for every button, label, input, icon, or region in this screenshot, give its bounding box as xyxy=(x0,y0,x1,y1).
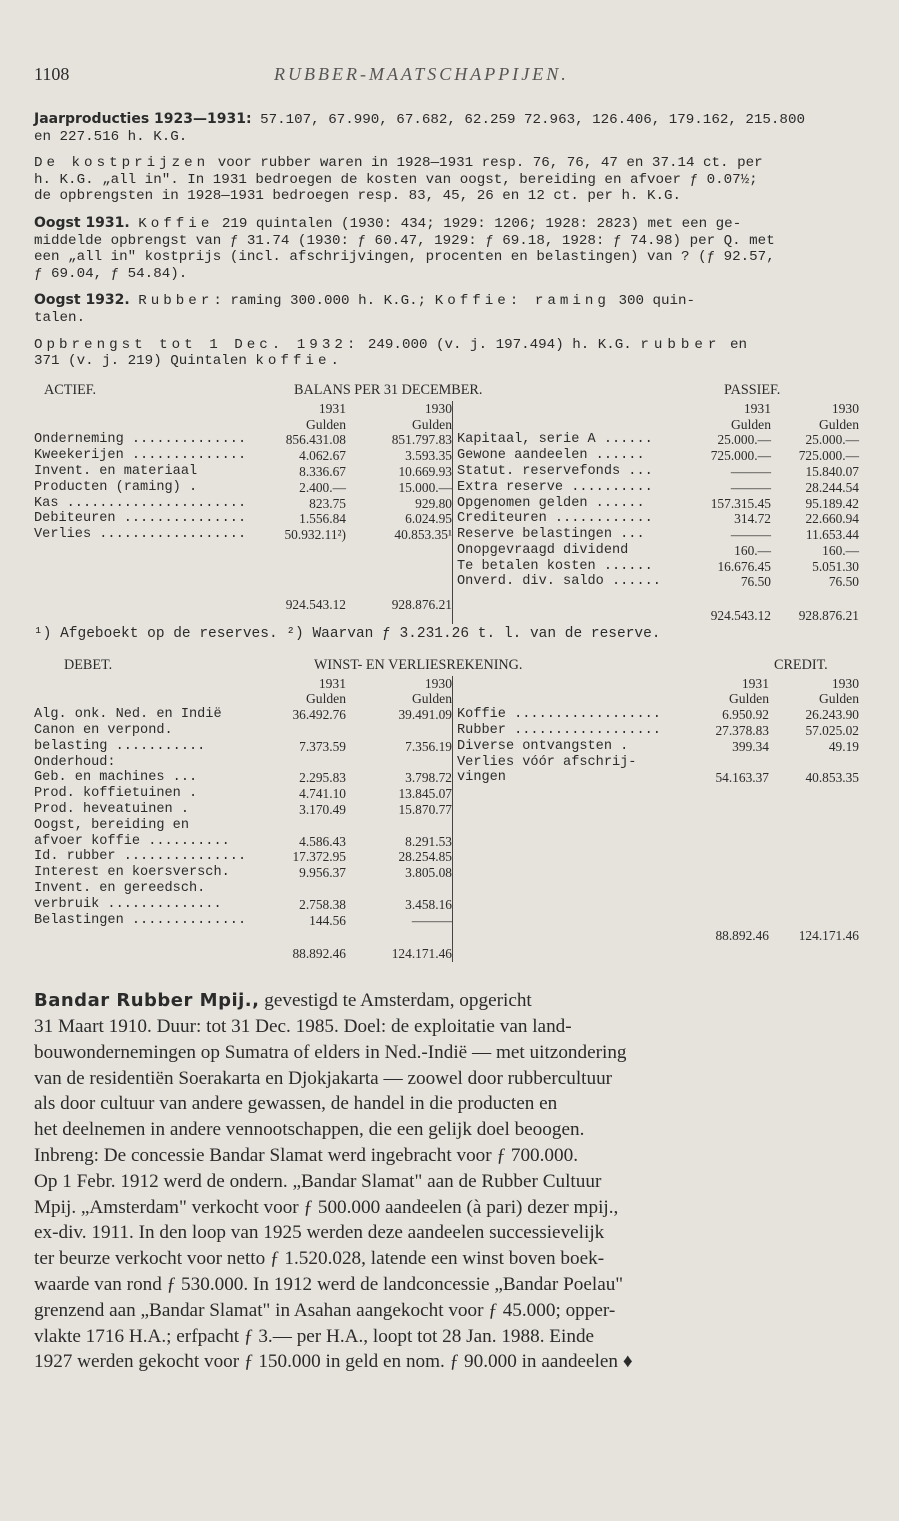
value-1930: 8.291.53 xyxy=(405,833,452,849)
oogst-1931-label: Oogst 1931. xyxy=(34,214,130,231)
row-label: Onderneming .............. xyxy=(34,432,247,448)
actief-row xyxy=(34,464,452,480)
value-1931: 54.163.37 xyxy=(715,770,769,786)
unit-header: Gulden xyxy=(411,691,452,707)
value-1930: 13.845.07 xyxy=(398,786,452,802)
value-1931: 2.758.38 xyxy=(299,896,346,912)
bandar-line: bouwondernemingen op Sumatra of elders in Ned.-Indië — met uitzondering xyxy=(34,1041,627,1063)
value-1931: 27.378.83 xyxy=(715,723,769,739)
bandar-paragraph xyxy=(34,988,865,1375)
value-1930: 39.491.09 xyxy=(398,707,452,723)
row-label: Kapitaal, serie A ...... xyxy=(457,432,653,448)
value-1931: ——— xyxy=(730,463,771,479)
value-1930: 26.243.90 xyxy=(805,707,859,723)
year-header: 1930 xyxy=(424,400,452,416)
row-label: Statut. reservefonds ... xyxy=(457,463,653,479)
value-1930 xyxy=(346,755,452,771)
value-1930: 6.024.95 xyxy=(405,511,452,527)
value-1931: 4.741.10 xyxy=(299,786,346,802)
actief-row xyxy=(34,527,452,543)
oogst-1932-rubber-text: : raming 300.000 h. K.G.; xyxy=(213,293,427,310)
page-header xyxy=(34,64,865,85)
page-number: 1108 xyxy=(34,64,70,84)
unit-header: Gulden xyxy=(305,416,346,432)
credit-row xyxy=(457,770,865,786)
actief-title: ACTIEF. xyxy=(44,381,97,398)
row-label: belasting ........... xyxy=(34,738,206,754)
bandar-line: van de residentiën Soerakarta en Djokjakarta — zoowel door rubbercultuur xyxy=(34,1067,613,1089)
row-label: Invent. en materiaal xyxy=(34,463,198,479)
value-1931: ——— xyxy=(730,479,771,495)
passief-row xyxy=(457,543,865,559)
jaarproducties-paragraph xyxy=(34,111,865,145)
value-1930: 25.000.— xyxy=(805,432,859,448)
year-header: 1931 xyxy=(741,675,769,691)
value-1931: 160.— xyxy=(734,542,771,558)
oogst-1931-line: ƒ 69.04, ƒ 54.84). xyxy=(34,265,188,282)
debet-row xyxy=(34,802,452,818)
value-1930: 3.458.16 xyxy=(405,896,452,912)
value-1930: 40.853.35 xyxy=(805,770,859,786)
unit-header: Gulden xyxy=(730,416,771,432)
value-1930: ——— xyxy=(411,912,452,928)
year-header: 1931 xyxy=(743,400,771,416)
jaarproducties-label: Jaarproducties 1923—1931: xyxy=(34,111,252,127)
value-1930: 95.189.42 xyxy=(805,495,859,511)
credit-column xyxy=(452,676,865,963)
credit-row xyxy=(457,723,865,739)
value-1931: 725.000.— xyxy=(710,448,771,464)
row-label: Invent. en gereedsch. xyxy=(34,881,206,897)
actief-row xyxy=(34,511,452,527)
jaarproducties-text: 57.107, 67.990, 67.682, 62.259 72.963, 126.406, 179.162, 215.800 xyxy=(260,112,805,128)
row-label: Gewone aandeelen ...... xyxy=(457,448,645,464)
value-1930: 40.853.35¹ xyxy=(394,527,452,543)
value-1930: 5.051.30 xyxy=(812,558,859,574)
passief-row xyxy=(457,574,865,590)
value-1931: 2.295.83 xyxy=(299,770,346,786)
passief-column xyxy=(452,401,865,624)
passief-row xyxy=(457,496,865,512)
debet-row xyxy=(34,865,452,881)
value-1931 xyxy=(669,755,769,771)
opbrengst-paragraph xyxy=(34,337,865,370)
debet-row xyxy=(34,913,452,929)
year-header: 1930 xyxy=(831,400,859,416)
value-1931 xyxy=(260,723,346,739)
value-1931: 16.676.45 xyxy=(717,558,771,574)
bandar-line: waarde van rond ƒ 530.000. In 1912 werd de landconcessie „Bandar Poelau" xyxy=(34,1273,624,1295)
oogst-1932-koffie: Koffie: raming xyxy=(434,293,610,310)
value-1930: 15.870.77 xyxy=(398,802,452,818)
value-1930: 10.669.93 xyxy=(398,463,452,479)
passief-row xyxy=(457,511,865,527)
row-label: Producten (raming) . xyxy=(34,479,198,495)
actief-row xyxy=(34,432,452,448)
row-label: Geb. en machines ... xyxy=(34,770,198,786)
actief-row xyxy=(34,480,452,496)
unit-header: Gulden xyxy=(728,691,769,707)
year-header: 1931 xyxy=(318,400,346,416)
bandar-line: gevestigd te Amsterdam, opgericht xyxy=(264,990,532,1012)
opbrengst-koffie: koffie. xyxy=(255,353,343,370)
row-label: Belastingen .............. xyxy=(34,912,247,928)
debet-total-row xyxy=(34,946,452,962)
debet-row xyxy=(34,739,452,755)
credit-title: CREDIT. xyxy=(774,656,828,673)
oogst-1931-koffie: Koffie xyxy=(138,215,214,232)
row-label: Id. rubber ............... xyxy=(34,849,247,865)
value-1931: 157.315.45 xyxy=(710,495,771,511)
value-1931: 4.062.67 xyxy=(299,448,346,464)
row-label: Te betalen kosten ...... xyxy=(457,558,653,574)
debet-row xyxy=(34,818,452,834)
value-1931: 823.75 xyxy=(309,495,346,511)
bandar-line: grenzend aan „Bandar Slamat" in Asahan aangekocht voor ƒ 45.000; opper- xyxy=(34,1299,616,1321)
row-label: Verlies vóór afschrij- xyxy=(457,754,637,770)
debet-row xyxy=(34,707,452,723)
passief-row xyxy=(457,464,865,480)
passief-row xyxy=(457,480,865,496)
balans-title-row xyxy=(34,382,865,399)
value-1930: 76.50 xyxy=(828,574,859,590)
balans-footnote: ¹) Afgeboekt op de reserves. ²) Waarvan ƒ 3.231.26 t. l. van de reserve. xyxy=(34,626,661,643)
row-label: Rubber .................. xyxy=(457,723,661,739)
value-1930: 28.254.85 xyxy=(398,849,452,865)
actief-row xyxy=(34,496,452,512)
value-1930: 57.025.02 xyxy=(805,723,859,739)
credit-total-row xyxy=(457,928,865,944)
value-1931: 17.372.95 xyxy=(292,849,346,865)
opbrengst-line2: 371 (v. j. 219) Quintalen xyxy=(34,353,247,370)
passief-total-row xyxy=(457,608,865,624)
value-1930: 49.19 xyxy=(828,738,859,754)
value-1931: 25.000.— xyxy=(717,432,771,448)
value-1930: 7.356.19 xyxy=(405,738,452,754)
row-label: Interest en koersversch. xyxy=(34,865,230,881)
row-label: Onderhoud: xyxy=(34,754,116,770)
row-label: Verlies .................. xyxy=(34,527,247,543)
unit-header: Gulden xyxy=(818,416,859,432)
total-value: 88.892.46 xyxy=(715,928,769,944)
value-1930: 3.798.72 xyxy=(405,770,452,786)
unit-header: Gulden xyxy=(411,416,452,432)
bandar-line: ex-div. 1911. In den loop van 1925 werden deze aandeelen successievelijk xyxy=(34,1222,605,1244)
bandar-line: 31 Maart 1910. Duur: tot 31 Dec. 1985. Doel: de exploitatie van land- xyxy=(34,1016,572,1038)
value-1931: 36.492.76 xyxy=(292,707,346,723)
balans-table xyxy=(34,401,865,624)
value-1930: 11.653.44 xyxy=(805,527,859,543)
actief-column xyxy=(34,401,452,624)
year-header: 1930 xyxy=(831,675,859,691)
kostprijzen-paragraph xyxy=(34,155,865,205)
oogst-1932-paragraph xyxy=(34,292,865,326)
row-label: Opgenomen gelden ...... xyxy=(457,495,645,511)
credit-row xyxy=(457,707,865,723)
row-label: Prod. heveatuinen . xyxy=(34,802,189,818)
debet-row xyxy=(34,723,452,739)
wv-title: WINST- EN VERLIESREKENING. xyxy=(314,656,523,673)
oogst-1932-line2: talen. xyxy=(34,309,86,326)
credit-row xyxy=(457,739,865,755)
value-1931: 7.373.59 xyxy=(299,738,346,754)
oogst-1932-rubber: Rubber xyxy=(138,293,214,310)
value-1930: 15.000.— xyxy=(398,479,452,495)
value-1931 xyxy=(260,755,346,771)
value-1931: 8.336.67 xyxy=(299,463,346,479)
opbrengst-text-end: en xyxy=(729,336,747,353)
opbrengst-label: Opbrengst tot 1 Dec. 1932: xyxy=(34,336,360,353)
oogst-1931-line: 219 quintalen (1930: 434; 1929: 1206; 1928: 2823) met een ge- xyxy=(221,215,742,232)
year-header: 1930 xyxy=(424,675,452,691)
balans-title: BALANS PER 31 DECEMBER. xyxy=(294,381,483,398)
bandar-line: Mpij. „Amsterdam" verkocht voor ƒ 500.000 aandeelen (à pari) dezer mpij., xyxy=(34,1196,619,1218)
value-1931: 314.72 xyxy=(734,511,771,527)
unit-header: Gulden xyxy=(305,691,346,707)
credit-row xyxy=(457,755,865,771)
debet-row xyxy=(34,834,452,850)
total-value: 928.876.21 xyxy=(391,596,452,612)
row-label: Oogst, bereiding en xyxy=(34,817,189,833)
value-1931: 4.586.43 xyxy=(299,833,346,849)
kostprijzen-line: h. K.G. „all in". In 1931 bedroegen de kosten van oogst, bereiding en afvoer ƒ 0.07½; xyxy=(34,171,758,188)
row-label: verbruik .............. xyxy=(34,896,222,912)
value-1931: 76.50 xyxy=(740,574,771,590)
passief-row xyxy=(457,432,865,448)
value-1930: 22.660.94 xyxy=(805,511,859,527)
kostprijzen-label: De kostprijzen xyxy=(34,155,210,172)
value-1930: 3.593.35 xyxy=(405,448,452,464)
row-label: vingen xyxy=(457,770,506,786)
passief-row xyxy=(457,527,865,543)
value-1931: 856.431.08 xyxy=(285,432,346,448)
passief-row xyxy=(457,559,865,575)
bandar-line: als door cultuur van andere gewassen, de handel in die producten en xyxy=(34,1093,558,1115)
running-title: RUBBER-MAATSCHAPPIJEN. xyxy=(274,64,569,84)
total-value: 124.171.46 xyxy=(798,928,859,944)
debet-row xyxy=(34,881,452,897)
total-value: 124.171.46 xyxy=(391,946,452,962)
kostprijzen-line: voor rubber waren in 1928—1931 resp. 76, 76, 47 en 37.14 ct. per xyxy=(217,155,763,172)
value-1930: 3.805.08 xyxy=(405,865,452,881)
oogst-1931-line: middelde opbrengst van ƒ 31.74 (1930: ƒ 60.47, 1929: ƒ 69.18, 1928: ƒ 74.98) per Q. met xyxy=(34,232,775,249)
bandar-line: ter beurze verkocht voor netto ƒ 1.520.028, latende een winst boven boek- xyxy=(34,1248,605,1270)
row-label: Kweekerijen .............. xyxy=(34,448,247,464)
value-1931: 3.170.49 xyxy=(299,802,346,818)
row-label: Canon en verpond. xyxy=(34,723,173,739)
wv-table xyxy=(34,676,865,963)
passief-title: PASSIEF. xyxy=(724,381,781,398)
value-1931: 399.34 xyxy=(732,738,769,754)
value-1930: 28.244.54 xyxy=(805,479,859,495)
value-1930 xyxy=(346,881,452,897)
value-1930: 929.80 xyxy=(415,495,452,511)
value-1930: 15.840.07 xyxy=(805,463,859,479)
row-label: Reserve belastingen ... xyxy=(457,527,645,543)
total-value: 924.543.12 xyxy=(710,608,771,624)
value-1931 xyxy=(260,818,346,834)
row-label: Onopgevraagd dividend xyxy=(457,542,629,558)
value-1930: 725.000.— xyxy=(798,448,859,464)
row-label: Prod. koffietuinen . xyxy=(34,786,198,802)
value-1931: 144.56 xyxy=(309,912,346,928)
bandar-line: het deelnemen in andere vennootschappen, die een gelijk doel beoogen. xyxy=(34,1119,585,1141)
row-label: Diverse ontvangsten . xyxy=(457,738,629,754)
bandar-line: 1927 werden gekocht voor ƒ 150.000 in geld en nom. ƒ 90.000 in aandeelen ♦ xyxy=(34,1351,633,1373)
row-label: Extra reserve .......... xyxy=(457,479,653,495)
total-value: 88.892.46 xyxy=(292,946,346,962)
passief-row xyxy=(457,448,865,464)
kostprijzen-line: de opbrengsten in 1928—1931 bedroegen resp. 83, 45, 26 en 12 ct. per h. K.G. xyxy=(34,188,682,205)
value-1931: 50.932.11²) xyxy=(284,527,346,543)
oogst-1932-label: Oogst 1932. xyxy=(34,292,130,309)
oogst-1931-paragraph xyxy=(34,215,865,282)
row-label: Debiteuren ............... xyxy=(34,511,247,527)
actief-total-row xyxy=(34,597,452,613)
opbrengst-rubber: rubber xyxy=(640,336,722,353)
value-1931: ——— xyxy=(730,527,771,543)
year-header: 1931 xyxy=(318,675,346,691)
company-name: Bandar Rubber Mpij., xyxy=(34,990,260,1012)
oogst-1931-line: een „all in" kostprijs (incl. afschrijvingen, procenten en belastingen) van ? (ƒ 92.57, xyxy=(34,249,775,266)
wv-title-row xyxy=(34,657,865,674)
jaarproducties-text2: en 227.516 h. K.G. xyxy=(34,128,188,145)
bandar-line: Inbreng: De concessie Bandar Slamat werd ingebracht voor ƒ 700.000. xyxy=(34,1145,579,1166)
row-label: Koffie .................. xyxy=(457,707,661,723)
debet-row xyxy=(34,897,452,913)
debet-row xyxy=(34,849,452,865)
value-1931 xyxy=(260,881,346,897)
row-label: afvoer koffie .......... xyxy=(34,833,230,849)
debet-column xyxy=(34,676,452,963)
total-value: 928.876.21 xyxy=(798,608,859,624)
total-value: 924.543.12 xyxy=(285,596,346,612)
value-1931: 1.556.84 xyxy=(299,511,346,527)
value-1930: 851.797.83 xyxy=(391,432,452,448)
value-1930 xyxy=(346,723,452,739)
debet-row xyxy=(34,786,452,802)
oogst-1932-koffie-text: 300 quin- xyxy=(618,293,696,310)
value-1931: 2.400.— xyxy=(299,479,346,495)
bandar-line: vlakte 1716 H.A.; erfpacht ƒ 3.— per H.A., loopt tot 28 Jan. 1988. Einde xyxy=(34,1325,595,1347)
bandar-line: Op 1 Febr. 1912 werd de ondern. „Bandar Slamat" aan de Rubber Cultuur xyxy=(34,1170,602,1192)
value-1931: 9.956.37 xyxy=(299,865,346,881)
value-1930 xyxy=(346,818,452,834)
value-1930 xyxy=(769,755,859,771)
debet-row xyxy=(34,755,452,771)
row-label: Kas ...................... xyxy=(34,495,247,511)
debet-title: DEBET. xyxy=(64,656,113,673)
row-label: Onverd. div. saldo ...... xyxy=(457,574,661,590)
unit-header: Gulden xyxy=(818,691,859,707)
value-1930: 160.— xyxy=(822,542,859,558)
row-label: Alg. onk. Ned. en Indië xyxy=(34,707,222,723)
debet-row xyxy=(34,770,452,786)
value-1931: 6.950.92 xyxy=(722,707,769,723)
row-label: Crediteuren ............ xyxy=(457,511,653,527)
opbrengst-text: 249.000 (v. j. 197.494) h. K.G. xyxy=(367,336,632,353)
actief-row xyxy=(34,448,452,464)
